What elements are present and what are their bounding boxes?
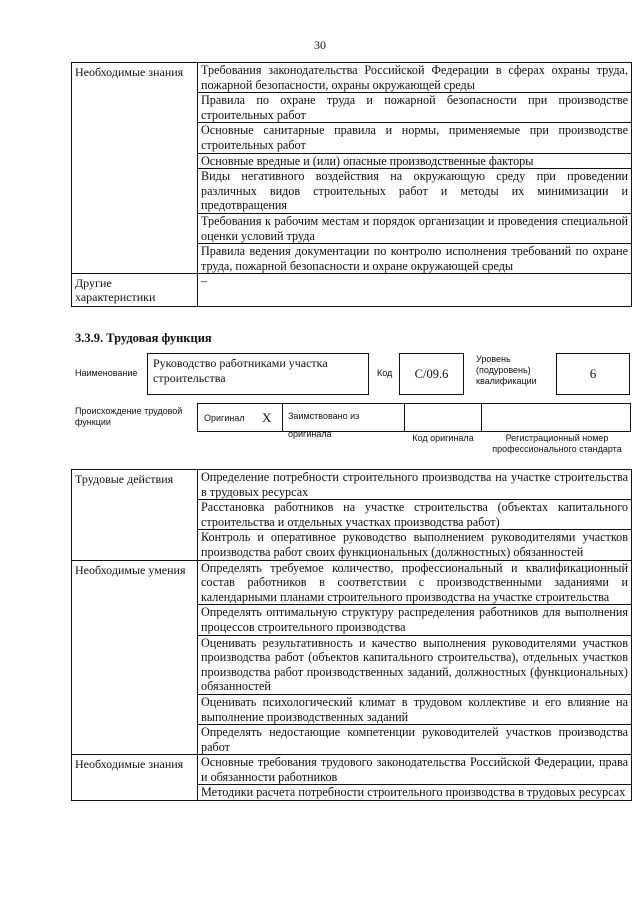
function-name-value: Руководство работниками участка строительства <box>153 356 328 385</box>
row-item: Основные вредные и (или) опасные производственные факторы <box>198 153 632 169</box>
labor-function-table <box>71 469 632 801</box>
row-label: Другие характеристики <box>72 274 198 307</box>
row-item: Правила по охране труда и пожарной безопасности при производстве строительных работ <box>198 93 632 123</box>
row-item: Контроль и оперативное руководство выполнением руководителями участков производства работ своих функциональных (должностных) обязанностей <box>198 530 632 560</box>
level-value: 6 <box>589 366 597 381</box>
table-row <box>72 755 632 785</box>
knowledge-table <box>71 62 632 307</box>
caption-code: Код оригинала <box>412 433 474 443</box>
row-label: Необходимые умения <box>72 560 198 755</box>
function-name-box <box>147 353 369 395</box>
section-heading: 3.3.9. Трудовая функция <box>75 331 212 345</box>
row-item: Определять оптимальную структуру распределения работников для выполнения процессов строительного производства <box>198 605 632 635</box>
code-box <box>399 353 464 395</box>
code-label: Код <box>377 368 393 378</box>
reg-number-box <box>481 403 631 432</box>
row-item: Определять требуемое количество, профессиональный и квалификационный состав работников в соответствии с производственными заданиями и календарными планами строительного производства на участке строительства <box>198 560 632 605</box>
table-row <box>72 63 632 93</box>
row-item: Требования к рабочим местам и порядок организации и проведения специальной оценки условий труда <box>198 213 632 243</box>
caption-reg: Регистрационный номер профессионального стандарта <box>492 433 622 454</box>
row-item: Правила ведения документации по контролю исполнения требований по охране труда, пожарной безопасности и охране окружающей среды <box>198 244 632 274</box>
name-label: Наименование <box>75 368 138 378</box>
row-item: Основные санитарные правила и нормы, применяемые при производстве строительных работ <box>198 123 632 153</box>
borrowed-box <box>282 403 405 439</box>
origin-label: Происхождение трудовой функции <box>75 406 183 427</box>
table-row <box>72 274 632 307</box>
original-code-box <box>404 403 482 432</box>
level-box <box>556 353 630 395</box>
row-label: Трудовые действия <box>72 470 198 561</box>
row-label: Необходимые знания <box>72 755 198 801</box>
row-item: Определение потребности строительного производства на участке строительства в трудовых ресурсах <box>198 470 632 500</box>
original-label: Оригинал <box>204 413 245 423</box>
row-item: Требования законодательства Российской Федерации в сферах охраны труда, пожарной безопасности, охраны окружающей среды <box>198 63 632 93</box>
row-item: Определять недостающие компетенции руководителей участков производства работ <box>198 725 632 755</box>
row-item: Методики расчета потребности строительного производства в трудовых ресурсах <box>198 785 632 801</box>
table-row <box>72 470 632 500</box>
level-label: Уровень (подуровень) квалификации <box>476 354 537 386</box>
page-number: 30 <box>314 38 326 52</box>
row-item: Основные требования трудового законодательства Российской Федерации, права и обязанности работников <box>198 755 632 785</box>
original-box <box>197 403 283 432</box>
row-item: Виды негативного воздействия на окружающую среду при проведении различных видов строительных работ и методы их минимизации и предотвращения <box>198 169 632 214</box>
borrowed-label: Заимствовано из оригинала <box>288 411 360 439</box>
row-item: Расстановка работников на участке строительства (объектах капитального строительства и отдельных участках производства работ) <box>198 500 632 530</box>
row-label: Необходимые знания <box>72 63 198 274</box>
row-item: Оценивать результативность и качество выполнения руководителями участков производства работ (объектов капитального строительства), отдельных участков производства работ производственных заданий, должностных (функциональных) обязанностей <box>198 635 632 694</box>
original-mark: X <box>262 410 272 425</box>
row-item: Оценивать психологический климат в трудовом коллективе и его влияние на выполнение производственных заданий <box>198 694 632 724</box>
row-item: – <box>198 274 632 307</box>
table-row <box>72 560 632 605</box>
code-value: С/09.6 <box>414 367 449 381</box>
